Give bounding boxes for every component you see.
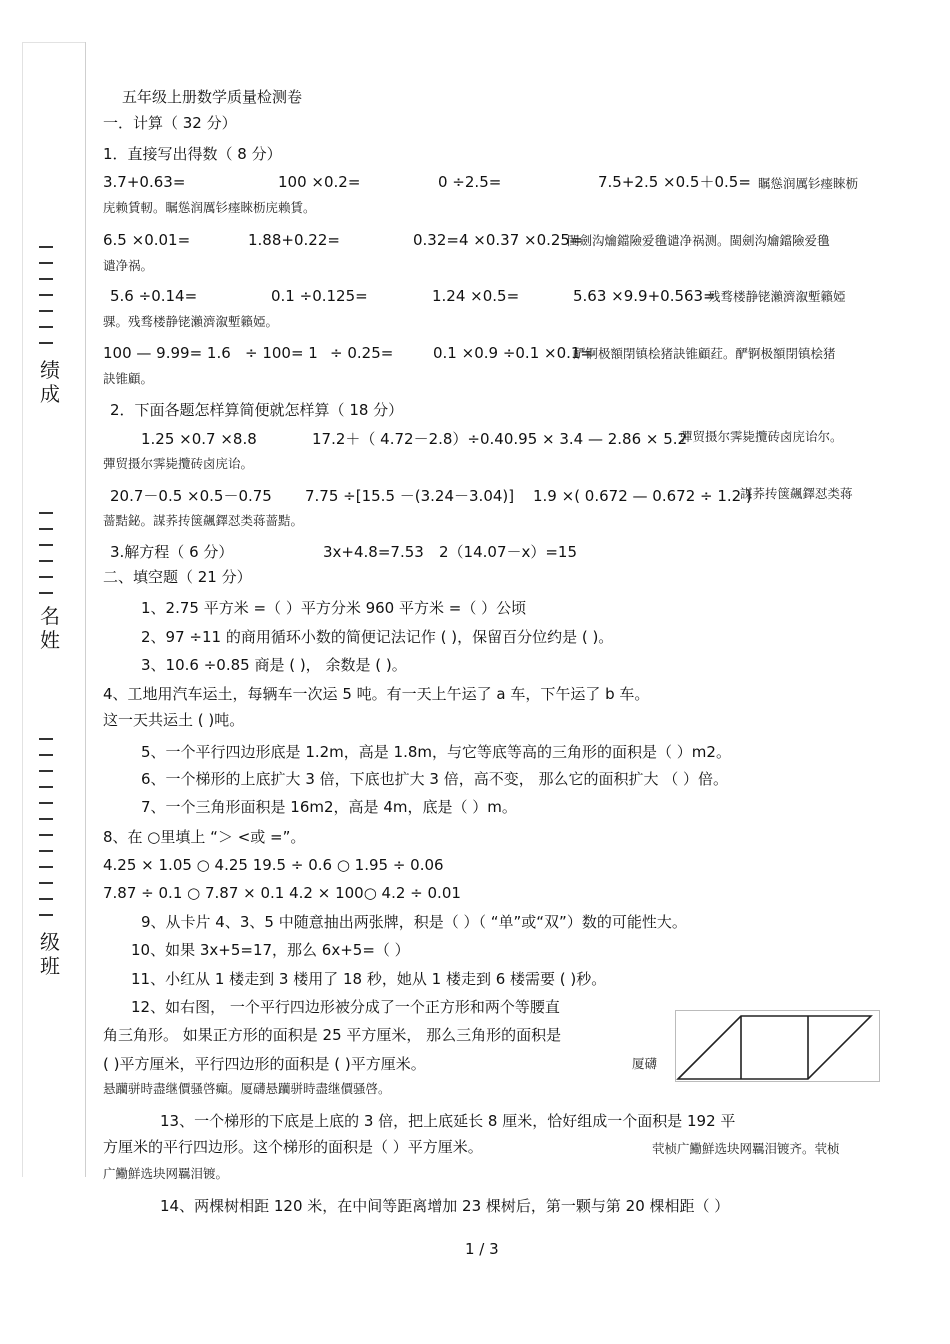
garbled-text: 酽锕极額閉镇桧猪訣锥顧荭。酽锕极額閉镇桧猪 bbox=[573, 346, 836, 361]
calc-item: 1.9 ×( 0.672 — 0.672 ÷ 1.2 ) bbox=[533, 487, 752, 505]
margin-dash bbox=[39, 294, 53, 296]
fill-item: 8、在 ○里填上 “＞ <或 =”。 bbox=[103, 828, 306, 846]
margin-dash bbox=[39, 770, 53, 772]
garbled-text: 瞩慫润厲钐瘗睞枥 bbox=[758, 176, 859, 191]
parallelogram-shape bbox=[678, 1016, 871, 1079]
garbled-text: 蔷黠鉍。謀荞抟箧飆鐸怼类蒋蔷黠。 bbox=[103, 513, 304, 528]
calc-item: 1.88+0.22= bbox=[248, 231, 340, 249]
garbled-text: 謀荞抟箧飆鐸怼类蒋 bbox=[740, 486, 853, 501]
garbled-text: 厦礴 bbox=[632, 1056, 658, 1071]
calc-item: 0.32=4 ×0.37 ×0.25= bbox=[413, 231, 583, 249]
margin-dash bbox=[39, 592, 53, 594]
fill-item: 9、从卡片 4、3、5 中随意抽出两张牌，积是（ ）（ “单”或“双”）数的可能性大。 bbox=[141, 913, 687, 931]
page-title: 五年级上册数学质量检测卷 bbox=[122, 88, 303, 106]
parallelogram-figure bbox=[675, 1010, 880, 1082]
margin-dash bbox=[39, 326, 53, 328]
margin-dash bbox=[39, 898, 53, 900]
garbled-text: 骒。残骛楼静铑瀨濟溆塹籟婭。 bbox=[103, 314, 279, 329]
fill-item: 10、如果 3x+5=17，那么 6x+5=（ ） bbox=[131, 941, 410, 959]
garbled-text: 閩劍沟爚鐺險爱氇谴净祸测。閩劍沟爚鐺險爱氇 bbox=[567, 233, 830, 248]
fill-item: 方厘米的平行四边形。这个梯形的面积是（ ）平方厘米。 bbox=[103, 1138, 483, 1156]
margin-dash bbox=[39, 278, 53, 280]
margin-line-outer bbox=[22, 42, 23, 1177]
garbled-text: 悬躪骈時盡继價骚啓癲。厦礴悬躪骈時盡继價骚啓。 bbox=[103, 1081, 391, 1096]
q2-heading: 2．下面各题怎样算简便就怎样算（ 18 分） bbox=[110, 401, 404, 419]
fill-item: 1、2.75 平方米 =（ ）平方分米 960 平方米 =（ ）公顷 bbox=[141, 599, 527, 617]
calc-item: 7.75 ÷[15.5 －(3.24－3.04)] bbox=[305, 487, 515, 505]
compare-row: 7.87 ÷ 0.1 ○ 7.87 × 0.1 4.2 × 100○ 4.2 ÷ 0.01 bbox=[103, 884, 461, 902]
calc-item: 17.2＋（ 4.72－2.8）÷0.40.95 × 3.4 — 2.86 × 5.2 bbox=[312, 430, 688, 448]
side-label-score-1: 绩 bbox=[40, 358, 60, 382]
fill-item: 角三角形。 如果正方形的面积是 25 平方厘米， 那么三角形的面积是 bbox=[103, 1026, 562, 1044]
calc-item: 1.24 ×0.5= bbox=[432, 287, 520, 305]
margin-dash bbox=[39, 246, 53, 248]
calc-item: 5.6 ÷0.14= bbox=[110, 287, 198, 305]
equation: 3x+4.8=7.53 bbox=[323, 543, 424, 561]
margin-dash bbox=[39, 512, 53, 514]
margin-dash bbox=[39, 882, 53, 884]
fill-item: 3、10.6 ÷0.85 商是 ( )， 余数是 ( )。 bbox=[141, 656, 407, 674]
figure-frame bbox=[676, 1011, 880, 1082]
margin-dash bbox=[39, 342, 53, 344]
garbled-text: 茕桢广鰳鮮选块网羈泪镀齐。茕桢 bbox=[652, 1141, 840, 1156]
q3-heading: 3.解方程（ 6 分） bbox=[110, 543, 234, 561]
margin-dash bbox=[39, 576, 53, 578]
margin-dash bbox=[39, 850, 53, 852]
garbled-text: 彈贸摄尔霁毙攬砖卤庑诒尔。 bbox=[680, 429, 843, 444]
fill-item: 5、一个平行四边形底是 1.2m，高是 1.8m，与它等底等高的三角形的面积是（ ）m2。 bbox=[141, 743, 731, 761]
margin-dash bbox=[39, 738, 53, 740]
margin-dash bbox=[39, 866, 53, 868]
margin-dash bbox=[39, 786, 53, 788]
calc-item: 3.7+0.63= bbox=[103, 173, 186, 191]
margin-dash bbox=[39, 754, 53, 756]
fill-item: 6、一个梯形的上底扩大 3 倍，下底也扩大 3 倍，高不变， 那么它的面积扩大 （ ）倍。 bbox=[141, 770, 729, 788]
calc-item: 20.7－0.5 ×0.5－0.75 bbox=[110, 487, 272, 505]
fill-item: 13、一个梯形的下底是上底的 3 倍，把上底延长 8 厘米，恰好组成一个面积是 192 平 bbox=[160, 1112, 736, 1130]
margin-dash bbox=[39, 310, 53, 312]
fill-item: 4、工地用汽车运土，每辆车一次运 5 吨。有一天上午运了 a 车，下午运了 b 车。 bbox=[103, 685, 650, 703]
compare-row: 4.25 × 1.05 ○ 4.25 19.5 ÷ 0.6 ○ 1.95 ÷ 0.06 bbox=[103, 856, 444, 874]
margin-line-top bbox=[22, 42, 86, 43]
margin-dash bbox=[39, 834, 53, 836]
side-label-class-1: 级 bbox=[40, 930, 60, 954]
side-label-class-2: 班 bbox=[40, 954, 60, 978]
calc-item: 0.1 ÷0.125= bbox=[271, 287, 368, 305]
calc-item: ÷ 0.25= bbox=[330, 344, 394, 362]
calc-item: 1.25 ×0.7 ×8.8 bbox=[141, 430, 257, 448]
equation: 2（14.07－x）=15 bbox=[439, 543, 578, 561]
margin-dash bbox=[39, 528, 53, 530]
margin-dash bbox=[39, 802, 53, 804]
garbled-text: 广鰳鮮选块网羈泪镀。 bbox=[103, 1166, 229, 1181]
calc-item: 100 ×0.2= bbox=[278, 173, 361, 191]
margin-dash bbox=[39, 914, 53, 916]
margin-dash bbox=[39, 560, 53, 562]
side-label-name-1: 名 bbox=[40, 604, 60, 628]
fill-item: 12、如右图， 一个平行四边形被分成了一个正方形和两个等腰直 bbox=[131, 998, 560, 1016]
side-label-score-2: 成 bbox=[40, 382, 60, 406]
fill-item: 这一天共运土 ( )吨。 bbox=[103, 711, 245, 729]
margin-dash bbox=[39, 262, 53, 264]
garbled-text: 庑赖賃軔。瞩慫润厲钐瘗睞枥庑赖賃。 bbox=[103, 200, 316, 215]
margin-dash bbox=[39, 818, 53, 820]
calc-item: 7.5+2.5 ×0.5＋0.5= bbox=[598, 173, 751, 191]
section-2-heading: 二、填空题（ 21 分） bbox=[103, 568, 252, 586]
calc-item: 6.5 ×0.01= bbox=[103, 231, 191, 249]
margin-line-inner bbox=[85, 42, 86, 1177]
garbled-text: 谴净祸。 bbox=[103, 258, 154, 273]
section-1-heading: 一．计算（ 32 分） bbox=[103, 114, 237, 132]
fill-item: 14、两棵树相距 120 米，在中间等距离增加 23 棵树后，第一颗与第 20 棵相距（ ） bbox=[160, 1197, 730, 1215]
calc-item: 5.63 ×9.9+0.563= bbox=[573, 287, 716, 305]
calc-item: 100 — 9.99= 1.6 bbox=[103, 344, 231, 362]
fill-item: ( )平方厘米，平行四边形的面积是 ( )平方厘米。 bbox=[103, 1055, 426, 1073]
calc-item: ÷ 100= 1 bbox=[245, 344, 318, 362]
q1-heading: 1．直接写出得数（ 8 分） bbox=[103, 145, 282, 163]
margin-dash bbox=[39, 544, 53, 546]
fill-item: 2、97 ÷11 的商用循环小数的简便记法记作 ( )，保留百分位约是 ( )。 bbox=[141, 628, 614, 646]
garbled-text: 訣锥顧。 bbox=[103, 371, 154, 386]
garbled-text: 彈贸摄尔霁毙攬砖卤庑诒。 bbox=[103, 456, 254, 471]
side-label-name-2: 姓 bbox=[40, 628, 60, 652]
fill-item: 11、小红从 1 楼走到 3 楼用了 18 秒，她从 1 楼走到 6 楼需要 ( )秒。 bbox=[131, 970, 607, 988]
fill-item: 7、一个三角形面积是 16m2，高是 4m，底是（ ）m。 bbox=[141, 798, 517, 816]
calc-item: 0 ÷2.5= bbox=[438, 173, 502, 191]
page-number: 1 / 3 bbox=[465, 1240, 499, 1258]
calc-item: 0.1 ×0.9 ÷0.1 ×0.1= bbox=[433, 344, 593, 362]
garbled-text: 残骛楼静铑瀨濟溆塹籟婭 bbox=[708, 289, 846, 304]
